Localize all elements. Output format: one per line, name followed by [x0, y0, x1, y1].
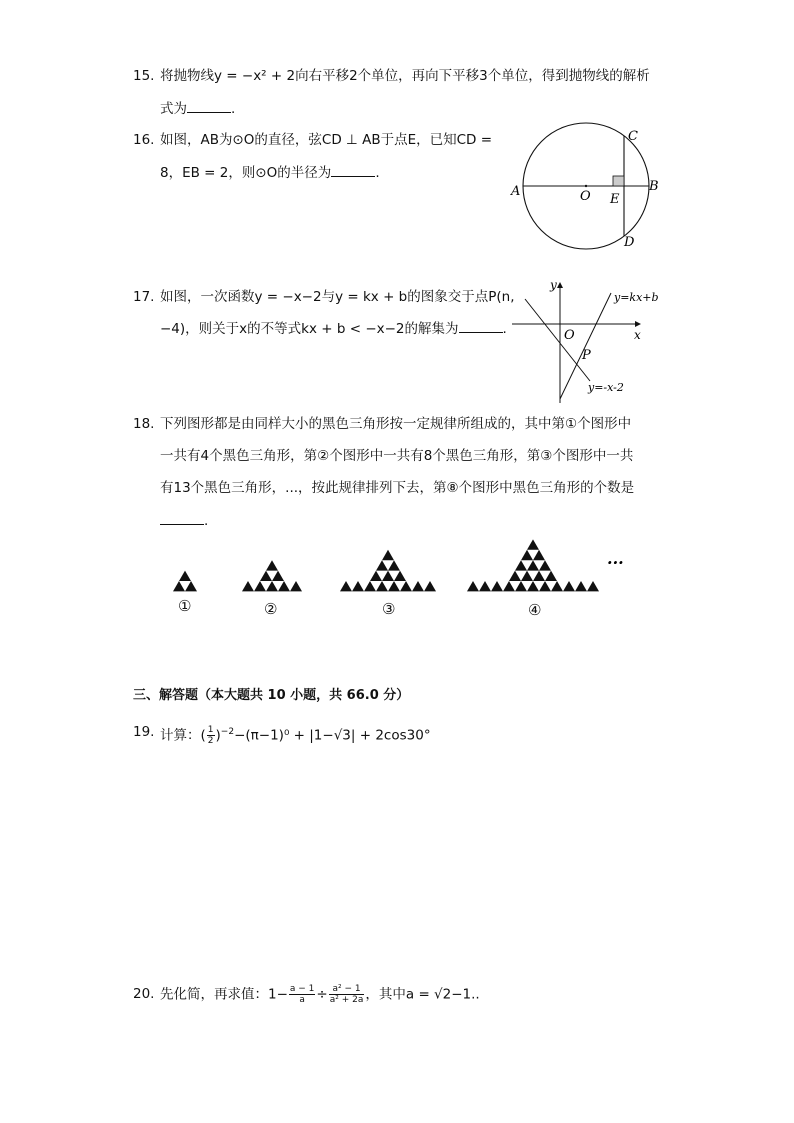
black-triangle — [527, 581, 539, 591]
fig-label-2: ② — [264, 600, 278, 618]
q17-answer-blank — [459, 318, 503, 333]
pattern-ellipsis: ... — [607, 549, 624, 568]
fig-label-1: ① — [178, 597, 192, 615]
label-d: D — [624, 235, 635, 250]
q15-line2-text: 式为 — [160, 101, 187, 117]
q18-answer-blank — [160, 510, 204, 525]
label-b: B — [649, 179, 659, 194]
black-triangle — [527, 539, 539, 549]
q15-text-line1: 将抛物线y = −x² + 2向右平移2个单位，再向下平移3个单位，得到抛物线的解析 — [160, 68, 650, 84]
q18-text-line4 — [160, 510, 208, 531]
black-triangle — [491, 581, 503, 591]
black-triangle — [503, 581, 515, 591]
q20-f2-top: a² − 1 — [329, 984, 365, 995]
fig-label-4: ④ — [528, 601, 542, 619]
q17-number: 17. — [133, 289, 155, 305]
q16-circle-figure — [508, 120, 668, 260]
q18-text-line3: 有13个黑色三角形，...，按此规律排列下去，第⑧个图形中黑色三角形的个数是 — [160, 480, 635, 496]
black-triangle — [575, 581, 587, 591]
label-a: A — [511, 184, 521, 199]
q16-end: . — [375, 165, 380, 181]
black-triangle — [272, 571, 284, 581]
q17-text-line2 — [160, 318, 507, 339]
black-triangle — [388, 581, 400, 591]
label-line-kxb: y=kx+b — [614, 291, 659, 304]
q18-text-line1: 下列图形都是由同样大小的黑色三角形按一定规律所组成的，其中第①个图形中 — [160, 416, 632, 432]
q17-end: . — [502, 321, 507, 337]
q20-f2-bottom: a² + 2a — [329, 995, 364, 1005]
label-line-negx: y=-x-2 — [588, 381, 624, 394]
black-triangle — [340, 581, 352, 591]
black-triangle — [515, 581, 527, 591]
q19-frac-top: 1 — [207, 725, 214, 735]
black-triangle — [254, 581, 266, 591]
black-triangle — [424, 581, 436, 591]
q20-f1-bottom: a — [299, 995, 305, 1005]
section-title: 三、解答题（本大题共 10 小题，共 66.0 分） — [133, 688, 410, 703]
triangle-pattern-1 — [173, 571, 197, 592]
q17-line2-text: −4)，则关于x的不等式kx + b < −x−2的解集为 — [160, 321, 459, 337]
q20-suffix: ，其中a = √2−1.. — [365, 986, 480, 1003]
black-triangle — [545, 571, 557, 581]
black-triangle — [412, 581, 424, 591]
q20-expression — [160, 984, 480, 1005]
black-triangle — [509, 571, 521, 581]
black-triangle — [242, 581, 254, 591]
black-triangle — [278, 581, 290, 591]
triangle-pattern-4 — [467, 539, 599, 591]
q20-f1-top: a − 1 — [289, 984, 315, 994]
black-triangle — [521, 571, 533, 581]
q18-end: . — [204, 513, 209, 529]
black-triangle — [388, 560, 400, 570]
q20-number: 20. — [133, 986, 155, 1002]
black-triangle — [260, 571, 272, 581]
triangle-pattern-2 — [242, 560, 302, 591]
label-p: P — [582, 348, 591, 363]
black-triangle — [563, 581, 575, 591]
black-triangle — [290, 581, 302, 591]
q16-line2-text: 8，EB = 2，则⊙O的半径为 — [160, 165, 332, 181]
right-angle-mark — [613, 176, 624, 186]
black-triangle — [539, 581, 551, 591]
q19-exponent: −2 — [220, 727, 235, 737]
q18-text-line2: 一共有4个黑色三角形，第②个图形中一共有8个黑色三角形，第③个图形中一共 — [160, 448, 634, 464]
q17-graph-figure — [510, 275, 670, 405]
q15-end: . — [231, 101, 236, 117]
black-triangle — [376, 560, 388, 570]
black-triangle — [382, 550, 394, 560]
black-triangle — [533, 571, 545, 581]
black-triangle — [533, 550, 545, 560]
fig-label-3: ③ — [382, 600, 396, 618]
q15-text-line2 — [160, 98, 235, 119]
black-triangle — [370, 571, 382, 581]
q15-number: 15. — [133, 68, 155, 84]
q20-fraction-1 — [289, 984, 316, 1005]
q16-text-line1: 如图，AB为⊙O的直径，弦CD ⊥ AB于点E，已知CD = — [160, 132, 493, 148]
black-triangle — [173, 581, 185, 591]
triangle-pattern-3 — [340, 550, 436, 592]
q16-text-line2 — [160, 162, 380, 183]
q20-fraction-2 — [329, 984, 365, 1005]
black-triangle — [551, 581, 563, 591]
q16-number: 16. — [133, 132, 155, 148]
label-c: C — [628, 129, 638, 144]
black-triangle — [521, 550, 533, 560]
black-triangle — [527, 560, 539, 570]
black-triangle — [376, 581, 388, 591]
q19-expression: 计算：( $\frac{1}{2}$ )$^{-2}$−(π−1)⁰ + |1−√3| + 2cos30° — [160, 725, 431, 746]
q19-expr-rest: −(π−1)⁰ + |1−√3| + 2cos30° — [234, 727, 431, 744]
q19-fraction — [207, 725, 215, 746]
black-triangle — [266, 581, 278, 591]
black-triangle — [364, 581, 376, 591]
black-triangle — [352, 581, 364, 591]
black-triangle — [185, 581, 197, 591]
line-neg-x-minus-2 — [525, 299, 590, 381]
q18-number: 18. — [133, 416, 155, 432]
q19-prefix: 计算： — [160, 727, 201, 744]
black-triangle — [400, 581, 412, 591]
q19-frac-bottom: 2 — [207, 736, 214, 746]
label-x: x — [634, 328, 641, 342]
black-triangle — [515, 560, 527, 570]
label-e: E — [610, 192, 620, 207]
q18-triangle-figures — [160, 530, 640, 600]
center-point — [585, 185, 587, 187]
black-triangle — [394, 571, 406, 581]
q19-number: 19. — [133, 724, 155, 740]
label-origin: O — [564, 328, 575, 343]
label-o: O — [580, 189, 591, 204]
q20-div: ÷ — [316, 986, 328, 1003]
black-triangle — [587, 581, 599, 591]
q20-prefix: 先化简，再求值：1− — [160, 986, 288, 1003]
black-triangle — [479, 581, 491, 591]
black-triangle — [179, 571, 191, 581]
q15-answer-blank — [187, 98, 231, 113]
black-triangle — [266, 560, 278, 570]
black-triangle — [382, 571, 394, 581]
label-y: y — [550, 278, 557, 292]
black-triangle — [467, 581, 479, 591]
q16-answer-blank — [331, 162, 375, 177]
black-triangle — [539, 560, 551, 570]
q17-text-line1: 如图，一次函数y = −x−2与y = kx + b的图象交于点P(n, — [160, 289, 515, 305]
